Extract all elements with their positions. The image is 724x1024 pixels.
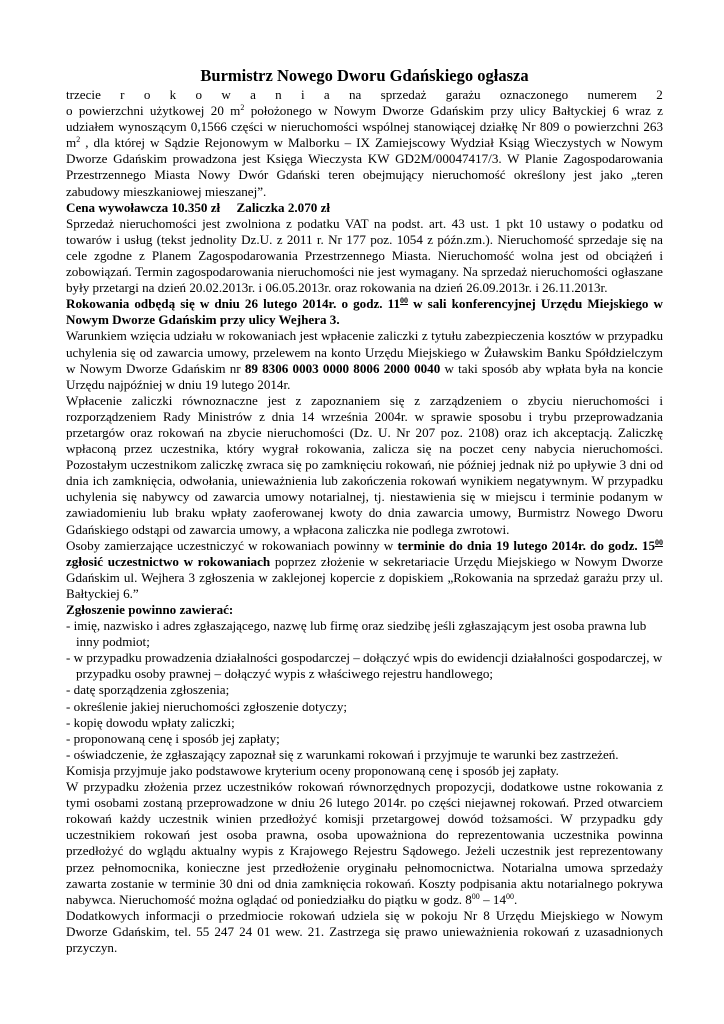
- price-line: Cena wywoławcza 10.350 zł Zaliczka 2.070 zł: [66, 199, 331, 215]
- announcement-page: [66, 66, 663, 956]
- announcement-title: Burmistrz Nowego Dworu Gdańskiego ogłasza: [200, 66, 529, 85]
- intro-word: oznaczonego: [499, 87, 569, 102]
- intro-word: garażu: [445, 87, 481, 102]
- list-item: - datę sporządzenia zgłoszenia;: [66, 682, 663, 698]
- intro-word: na: [349, 87, 362, 102]
- rokowania-letter: o: [143, 87, 151, 102]
- vat-paragraph: Sprzedaż nieruchomości jest zwolniona z podatku VAT na podst. art. 43 ust. 1 pkt 10 ustawy o podatku od towarów i usług (tekst jednolity Dz.U. z 2011 r. Nr 177 poz. 1054 z późn.zm.). Nieruchomość sprzedaje się na cele zgodne z Planem Zagospodarowania Przestrzennego Miasta. Nieruchomość wolna jest od obciążeń i zobowiązań. Termin zagospodarowania nieruchomości nie jest wymagany. Na sprzedaż nieruchomości ogłaszane były przetargi na dzień 20.02.2013r. i 06.05.2013r. oraz rokowania na dzień 26.09.2013r. i 26.11.2013r.: [66, 215, 663, 296]
- list-item: - kopię dowodu wpłaty zaliczki;: [66, 715, 663, 731]
- meeting-time-sup: 00: [400, 296, 409, 306]
- hours-end-sup: 00: [505, 891, 514, 901]
- plot-area-unit-sup: 2: [76, 135, 81, 145]
- rokowania-letter: r: [120, 87, 125, 102]
- bank-account-number: 89 8306 0003 0000 8006 2000 0040: [244, 360, 441, 376]
- registration-action: zgłosić uczestnictwo w rokowaniach: [66, 553, 271, 569]
- registration-paragraph: [66, 538, 663, 602]
- contents-list: [66, 618, 663, 763]
- intro-text-b: położonego w Nowym Dworze Gdańskim przy ulicy Bałtyckiej 6 wraz z udziałem wynoszącym 0,1566 części w nieruchomości wspólnej stanowiącej działkę Nr 809 o powierzchni 263 m: [66, 103, 663, 151]
- intro-first-line: [66, 87, 663, 103]
- rokowania-letter: i: [300, 87, 305, 102]
- registration-time-sup: 00: [655, 537, 663, 547]
- meeting-paragraph: [66, 296, 663, 328]
- list-item: - w przypadku prowadzenia działalności gospodarczej – dołączyć wpis do ewidencji działalności gospodarczej, w przypadku osoby prawnej – dołączyć wypis z właściwego rejestru handlowego;: [66, 650, 663, 682]
- hours-dash: – 14: [479, 891, 506, 907]
- registration-text-d: poprzez złożenie w sekretariacie Urzędu Miejskiego w Nowym Dworze Gdańskim ul. Wejhera 3 zgłoszenia w zaklejonej kopercie z dopiskiem „Rokowania na sprzedaż garażu przy ul. Bałtyckiej 6.”: [66, 553, 663, 601]
- intro-paragraph: [66, 103, 663, 200]
- rokowania-letter: n: [275, 87, 282, 102]
- rules-paragraph: Wpłacenie zaliczki równoznaczne jest z zapoznaniem się z zarządzeniem o zbyciu nieruchomości i rozporządzeniem Rady Ministrów z dnia 14 września 2004r. w sprawie sposobu i trybu przeprowadzania przetargów oraz rokowań na zbycie nieruchomości (Dz. U. Nr 207 poz. 2108) oraz ich akceptacją. Zaliczkę wpłaconą przez uczestnika, który wygrał rokowania, zalicza się na poczet ceny nabycia nieruchomości. Pozostałym uczestnikom zaliczkę zwraca się po zamknięciu rokowań, nie później jednak niż po upływie 3 dni od dnia ich zamknięcia, odwołania, unieważnienia lub zakończenia rokowań wynikiem negatywnym. W przypadku uchylenia się nabywcy od zawarcia umowy notarialnej, tj. niestawienia się w miejscu i terminie podanym w zawiadomieniu lub braku wpłaty zaoferowanej kwoty do dnia zawarcia umowy, Burmistrz Nowego Dworu Gdańskiego odstąpi od zawarcia umowy, a wpłacona zaliczka nie podlega zwrotowi.: [66, 392, 663, 537]
- hours-start-sup: 00: [471, 891, 480, 901]
- intro-text-a: o powierzchni użytkowej 20 m: [66, 103, 241, 119]
- intro-word: 2: [656, 87, 663, 102]
- deposit-text-b: w taki sposób aby wpłata była na koncie Urzędu najpóźniej w dniu 19 lutego 2014r.: [66, 360, 663, 392]
- oral-negotiation-paragraph: [66, 779, 663, 908]
- rokowania-letter: o: [195, 87, 203, 102]
- list-item: - proponowaną cenę i sposób jej zapłaty;: [66, 731, 663, 747]
- contents-heading: Zgłoszenie powinno zawierać:: [66, 602, 234, 617]
- list-item: - imię, nazwisko i adres zgłaszającego, nazwę lub firmę oraz siedzibę jeśli zgłaszającym jest osoba prawna lub inny podmiot;: [66, 618, 663, 650]
- rokowania-letter: a: [250, 87, 256, 102]
- registration-text-a: Osoby zamierzające uczestniczyć w rokowaniach powinny w: [66, 537, 398, 553]
- intro-word: numerem: [587, 87, 637, 102]
- rokowania-letter: a: [323, 87, 330, 102]
- meeting-text-a: Rokowania odbędą się w dniu 26 lutego 2014r. o godz. 11: [66, 296, 401, 312]
- intro-word: sprzedaż: [380, 87, 427, 102]
- intro-word: trzecie: [66, 87, 101, 102]
- rokowania-letter: w: [221, 87, 231, 102]
- intro-text-c: , dla której w Sądzie Rejonowym w Malborku – IX Zamiejscowy Wydział Ksiąg Wieczystych w Nowym Dworze Gdańskim prowadzona jest Księga Wieczysta KW GD2M/00047417/3. W Planie Zagospodarowania Przestrzennego Miasta Nowy Dwór Gdański teren obejmujący nieruchomość określony jest jako „teren zabudowy mieszkaniowej mieszanej”.: [66, 135, 663, 199]
- criterion-paragraph: Komisja przyjmuje jako podstawowe kryterium oceny proponowaną cenę i sposób jej zapłaty.: [66, 762, 559, 778]
- oral-text: W przypadku złożenia przez uczestników rokowań równorzędnych propozycji, dodatkowe ustne rokowania z tymi osobami zostaną przeprowadzone w dniu 26 lutego 2014r. po części niejawnej rokowań. Przed otwarciem rokowań każdy uczestnik winien przedłożyć komisji przetargowej dowód tożsamości. W przypadku gdy uczestnikiem rokowań jest osoba prawna, osoba upoważniona do reprezentowania uczestnika powinna przedłożyć do wglądu aktualny wypis z Krajowego Rejestru Sądowego. Jeżeli uczestnik jest reprezentowany przez pełnomocnika, konieczne jest przedłożenie oryginału pełnomocnictwa. Notarialna umowa sprzedaży zawarta zostanie w terminie 30 dni od dnia zamknięcia rokowań. Koszty podpisania aktu notarialnego pokrywa nabywca. Nieruchomość można oglądać od poniedziałku do piątku w godz. 8: [66, 779, 663, 907]
- deposit-paragraph: [66, 328, 663, 392]
- closing-paragraph: Dodatkowych informacji o przedmiocie rokowań udziela się w pokoju Nr 8 Urzędu Miejskiego w Nowym Dworze Gdańskim, tel. 55 247 24 01 wew. 21. Zastrzega się prawo unieważnienia rokowań z uzasadnionych przyczyn.: [66, 907, 663, 955]
- list-item: - oświadczenie, że zgłaszający zapoznał się z warunkami rokowań i przyjmuje te warunki bez zastrzeżeń.: [66, 747, 663, 763]
- rokowania-letter: k: [169, 87, 177, 102]
- hours-end: .: [513, 891, 518, 907]
- registration-deadline: terminie do dnia 19 lutego 2014r. do godz. 15: [397, 537, 655, 553]
- area-unit-sup: 2: [240, 103, 245, 113]
- list-item: - określenie jakiej nieruchomości zgłoszenie dotyczy;: [66, 699, 663, 715]
- deposit-text-a: Warunkiem wzięcia udziału w rokowaniach jest wpłacenie zaliczki z tytułu zabezpieczenia kosztów w przypadku uchylenia się od zawarcia umowy, przelewem na konto Urzędu Miejskiego w Żuławskim Banku Spółdzielczym w Nowym Dworze Gdańskim nr: [66, 328, 663, 376]
- meeting-text-b: w sali konferencyjnej Urzędu Miejskiego w Nowym Dworze Gdańskim przy ulicy Wejhera 3.: [66, 296, 663, 328]
